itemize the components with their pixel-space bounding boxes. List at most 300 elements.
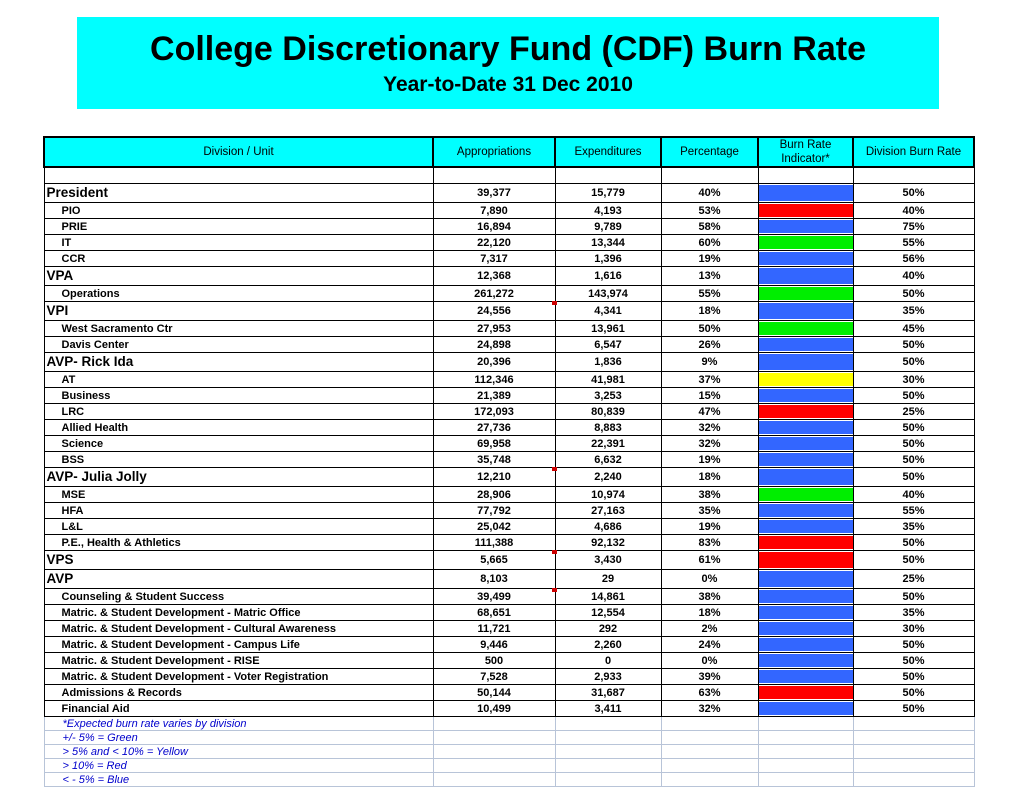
expenditures-cell: 22,391 <box>555 436 661 452</box>
empty-cell <box>661 731 758 745</box>
indicator-blue-swatch <box>759 504 853 517</box>
division-rate-cell: 75% <box>853 219 974 235</box>
expenditures-cell: 14,861 <box>555 589 661 605</box>
legend-note-row <box>44 773 974 787</box>
comment-marker-icon <box>552 301 557 305</box>
unit-row <box>44 669 974 685</box>
appropriations-cell: 500 <box>433 653 555 669</box>
appropriations-cell: 27,953 <box>433 321 555 337</box>
burn-rate-indicator-cell <box>758 302 853 321</box>
division-rate-cell: 50% <box>853 286 974 302</box>
percentage-cell: 39% <box>661 669 758 685</box>
percentage-cell: 40% <box>661 184 758 203</box>
expenditures-cell: 4,193 <box>555 203 661 219</box>
burn-rate-indicator-cell <box>758 286 853 302</box>
indicator-blue-swatch <box>759 638 853 651</box>
burn-rate-table <box>43 136 975 787</box>
appropriations-cell: 35,748 <box>433 452 555 468</box>
indicator-blue-swatch <box>759 252 853 265</box>
appropriations-cell: 7,528 <box>433 669 555 685</box>
legend-note-row <box>44 731 974 745</box>
burn-rate-indicator-cell <box>758 503 853 519</box>
division-rate-cell: 50% <box>853 436 974 452</box>
empty-cell <box>758 773 853 787</box>
appropriations-cell: 20,396 <box>433 353 555 372</box>
unit-name: Allied Health <box>44 420 433 436</box>
appropriations-cell: 7,890 <box>433 203 555 219</box>
burn-rate-indicator-cell <box>758 420 853 436</box>
unit-name: L&L <box>44 519 433 535</box>
expenditures-cell: 2,933 <box>555 669 661 685</box>
division-name: AVP- Rick Ida <box>44 353 433 372</box>
unit-name: Admissions & Records <box>44 685 433 701</box>
appropriations-cell: 39,499 <box>433 589 555 605</box>
division-rate-cell: 50% <box>853 388 974 404</box>
header-percentage: Percentage <box>661 137 758 167</box>
division-rate-cell: 50% <box>853 535 974 551</box>
unit-row <box>44 701 974 717</box>
unit-name: CCR <box>44 251 433 267</box>
percentage-cell: 13% <box>661 267 758 286</box>
unit-row <box>44 519 974 535</box>
indicator-blue-swatch <box>759 453 853 466</box>
unit-row <box>44 503 974 519</box>
appropriations-cell: 11,721 <box>433 621 555 637</box>
burn-rate-indicator-cell <box>758 203 853 219</box>
expenditures-cell: 6,632 <box>555 452 661 468</box>
expenditures-cell: 3,430 <box>555 551 661 570</box>
division-name: AVP- Julia Jolly <box>44 468 433 487</box>
empty-cell <box>758 731 853 745</box>
appropriations-cell: 261,272 <box>433 286 555 302</box>
expenditures-cell: 292 <box>555 621 661 637</box>
unit-row <box>44 219 974 235</box>
indicator-blue-swatch <box>759 303 853 319</box>
unit-row <box>44 235 974 251</box>
empty-cell <box>661 745 758 759</box>
unit-name: Davis Center <box>44 337 433 353</box>
percentage-cell: 83% <box>661 535 758 551</box>
division-rate-cell: 50% <box>853 669 974 685</box>
division-row <box>44 570 974 589</box>
burn-rate-indicator-cell <box>758 637 853 653</box>
indicator-blue-swatch <box>759 421 853 434</box>
percentage-cell: 18% <box>661 605 758 621</box>
unit-row <box>44 487 974 503</box>
expenditures-cell: 27,163 <box>555 503 661 519</box>
legend-note: +/- 5% = Green <box>44 731 433 745</box>
appropriations-cell: 12,368 <box>433 267 555 286</box>
indicator-red-swatch <box>759 686 853 699</box>
expenditures-cell: 2,260 <box>555 637 661 653</box>
unit-name: AT <box>44 372 433 388</box>
unit-name: LRC <box>44 404 433 420</box>
expenditures-cell: 6,547 <box>555 337 661 353</box>
appropriations-cell: 39,377 <box>433 184 555 203</box>
burn-rate-indicator-cell <box>758 436 853 452</box>
unit-name: PRIE <box>44 219 433 235</box>
appropriations-cell: 68,651 <box>433 605 555 621</box>
unit-row <box>44 251 974 267</box>
indicator-blue-swatch <box>759 606 853 619</box>
unit-row <box>44 605 974 621</box>
empty-cell <box>555 731 661 745</box>
expenditures-cell: 41,981 <box>555 372 661 388</box>
header-appropriations: Appropriations <box>433 137 555 167</box>
indicator-blue-swatch <box>759 670 853 683</box>
burn-rate-indicator-cell <box>758 605 853 621</box>
division-rate-cell: 35% <box>853 605 974 621</box>
expenditures-cell: 0 <box>555 653 661 669</box>
unit-row <box>44 286 974 302</box>
legend-note: < - 5% = Blue <box>44 773 433 787</box>
table-header-row <box>44 137 974 167</box>
expenditures-cell: 10,974 <box>555 487 661 503</box>
percentage-cell: 2% <box>661 621 758 637</box>
unit-name: Matric. & Student Development - Cultural Awareness <box>44 621 433 637</box>
comment-marker-icon <box>552 588 557 592</box>
appropriations-cell: 50,144 <box>433 685 555 701</box>
percentage-cell: 32% <box>661 701 758 717</box>
unit-row <box>44 388 974 404</box>
unit-name: Business <box>44 388 433 404</box>
burn-rate-indicator-cell <box>758 535 853 551</box>
percentage-cell: 19% <box>661 452 758 468</box>
percentage-cell: 38% <box>661 487 758 503</box>
indicator-blue-swatch <box>759 220 853 233</box>
division-row <box>44 184 974 203</box>
indicator-red-swatch <box>759 204 853 217</box>
percentage-cell: 32% <box>661 420 758 436</box>
unit-row <box>44 404 974 420</box>
expenditures-cell: 1,396 <box>555 251 661 267</box>
expenditures-cell: 15,779 <box>555 184 661 203</box>
empty-cell <box>661 759 758 773</box>
division-rate-cell: 56% <box>853 251 974 267</box>
percentage-cell: 47% <box>661 404 758 420</box>
empty-cell <box>555 745 661 759</box>
indicator-green-swatch <box>759 287 853 300</box>
indicator-green-swatch <box>759 488 853 501</box>
expenditures-cell: 3,411 <box>555 701 661 717</box>
table-body <box>44 167 974 787</box>
unit-name: MSE <box>44 487 433 503</box>
indicator-blue-swatch <box>759 702 853 715</box>
division-row <box>44 267 974 286</box>
division-rate-cell: 40% <box>853 487 974 503</box>
division-name: VPA <box>44 267 433 286</box>
title-box <box>77 17 939 109</box>
comment-marker-icon <box>552 550 557 554</box>
appropriations-cell: 24,556 <box>433 302 555 321</box>
percentage-cell: 38% <box>661 589 758 605</box>
appropriations-cell: 9,446 <box>433 637 555 653</box>
unit-name: IT <box>44 235 433 251</box>
burn-rate-indicator-cell <box>758 235 853 251</box>
unit-row <box>44 637 974 653</box>
division-rate-cell: 50% <box>853 184 974 203</box>
indicator-blue-swatch <box>759 571 853 587</box>
division-rate-cell: 50% <box>853 685 974 701</box>
division-rate-cell: 50% <box>853 452 974 468</box>
indicator-blue-swatch <box>759 622 853 635</box>
expenditures-cell: 9,789 <box>555 219 661 235</box>
indicator-blue-swatch <box>759 389 853 402</box>
percentage-cell: 26% <box>661 337 758 353</box>
percentage-cell: 32% <box>661 436 758 452</box>
empty-cell <box>433 745 555 759</box>
division-rate-cell: 25% <box>853 404 974 420</box>
unit-row <box>44 452 974 468</box>
indicator-green-swatch <box>759 322 853 335</box>
percentage-cell: 58% <box>661 219 758 235</box>
division-rate-cell: 30% <box>853 621 974 637</box>
division-rate-cell: 40% <box>853 267 974 286</box>
expenditures-cell: 4,341 <box>555 302 661 321</box>
percentage-cell: 37% <box>661 372 758 388</box>
indicator-blue-swatch <box>759 469 853 485</box>
header-expenditures: Expenditures <box>555 137 661 167</box>
unit-row <box>44 372 974 388</box>
empty-cell <box>661 773 758 787</box>
page-title: College Discretionary Fund (CDF) Burn Rate <box>150 30 866 68</box>
percentage-cell: 18% <box>661 302 758 321</box>
expenditures-cell: 12,554 <box>555 605 661 621</box>
division-rate-cell: 35% <box>853 519 974 535</box>
appropriations-cell: 112,346 <box>433 372 555 388</box>
burn-rate-indicator-cell <box>758 184 853 203</box>
burn-rate-indicator-cell <box>758 388 853 404</box>
expenditures-cell: 8,883 <box>555 420 661 436</box>
division-row <box>44 551 974 570</box>
division-rate-cell: 55% <box>853 503 974 519</box>
indicator-blue-swatch <box>759 268 853 284</box>
legend-note: > 5% and < 10% = Yellow <box>44 745 433 759</box>
burn-rate-indicator-cell <box>758 653 853 669</box>
expenditures-cell: 3,253 <box>555 388 661 404</box>
unit-name: PIO <box>44 203 433 219</box>
division-row <box>44 468 974 487</box>
expenditures-cell: 1,616 <box>555 267 661 286</box>
division-rate-cell: 50% <box>853 420 974 436</box>
empty-cell <box>853 773 974 787</box>
percentage-cell: 50% <box>661 321 758 337</box>
empty-cell <box>853 745 974 759</box>
unit-row <box>44 436 974 452</box>
division-rate-cell: 50% <box>853 551 974 570</box>
division-rate-cell: 45% <box>853 321 974 337</box>
expenditures-cell: 29 <box>555 570 661 589</box>
division-row <box>44 302 974 321</box>
empty-cell <box>433 717 555 731</box>
division-rate-cell: 30% <box>853 372 974 388</box>
indicator-yellow-swatch <box>759 373 853 386</box>
unit-name: Matric. & Student Development - RISE <box>44 653 433 669</box>
percentage-cell: 53% <box>661 203 758 219</box>
header-unit: Division / Unit <box>44 137 433 167</box>
appropriations-cell: 69,958 <box>433 436 555 452</box>
burn-rate-indicator-cell <box>758 551 853 570</box>
indicator-blue-swatch <box>759 185 853 201</box>
burn-rate-indicator-cell <box>758 487 853 503</box>
percentage-cell: 19% <box>661 251 758 267</box>
division-rate-cell: 50% <box>853 653 974 669</box>
burn-rate-indicator-cell <box>758 621 853 637</box>
unit-name: Matric. & Student Development - Matric Office <box>44 605 433 621</box>
percentage-cell: 15% <box>661 388 758 404</box>
appropriations-cell: 28,906 <box>433 487 555 503</box>
expenditures-cell: 143,974 <box>555 286 661 302</box>
division-rate-cell: 50% <box>853 337 974 353</box>
header-division-rate: Division Burn Rate <box>853 137 974 167</box>
appropriations-cell: 21,389 <box>433 388 555 404</box>
indicator-blue-swatch <box>759 590 853 603</box>
division-rate-cell: 40% <box>853 203 974 219</box>
burn-rate-indicator-cell <box>758 251 853 267</box>
empty-cell <box>661 717 758 731</box>
percentage-cell: 60% <box>661 235 758 251</box>
division-rate-cell: 25% <box>853 570 974 589</box>
header-indicator: Burn Rate Indicator* <box>758 137 853 167</box>
percentage-cell: 0% <box>661 570 758 589</box>
appropriations-cell: 16,894 <box>433 219 555 235</box>
percentage-cell: 9% <box>661 353 758 372</box>
indicator-red-swatch <box>759 405 853 418</box>
legend-note-row <box>44 759 974 773</box>
empty-cell <box>555 773 661 787</box>
division-name: VPS <box>44 551 433 570</box>
burn-rate-indicator-cell <box>758 372 853 388</box>
expenditures-cell: 13,961 <box>555 321 661 337</box>
unit-row <box>44 337 974 353</box>
expenditures-cell: 2,240 <box>555 468 661 487</box>
unit-name: Operations <box>44 286 433 302</box>
empty-cell <box>853 717 974 731</box>
unit-name: Science <box>44 436 433 452</box>
empty-cell <box>758 759 853 773</box>
empty-cell <box>433 759 555 773</box>
burn-rate-indicator-cell <box>758 404 853 420</box>
appropriations-cell: 172,093 <box>433 404 555 420</box>
percentage-cell: 35% <box>661 503 758 519</box>
indicator-blue-swatch <box>759 654 853 667</box>
unit-row <box>44 685 974 701</box>
burn-rate-indicator-cell <box>758 685 853 701</box>
expenditures-cell: 31,687 <box>555 685 661 701</box>
indicator-red-swatch <box>759 536 853 549</box>
expenditures-cell: 1,836 <box>555 353 661 372</box>
appropriations-cell: 12,210 <box>433 468 555 487</box>
empty-cell <box>555 717 661 731</box>
unit-row <box>44 203 974 219</box>
division-rate-cell: 50% <box>853 701 974 717</box>
appropriations-cell: 22,120 <box>433 235 555 251</box>
blank-row <box>44 167 974 184</box>
legend-note-row <box>44 745 974 759</box>
division-rate-cell: 50% <box>853 468 974 487</box>
burn-rate-indicator-cell <box>758 452 853 468</box>
percentage-cell: 0% <box>661 653 758 669</box>
comment-marker-icon <box>552 467 557 471</box>
unit-name: Counseling & Student Success <box>44 589 433 605</box>
division-name: AVP <box>44 570 433 589</box>
empty-cell <box>853 731 974 745</box>
empty-cell <box>758 745 853 759</box>
percentage-cell: 19% <box>661 519 758 535</box>
empty-cell <box>758 717 853 731</box>
percentage-cell: 55% <box>661 286 758 302</box>
indicator-blue-swatch <box>759 520 853 533</box>
empty-cell <box>433 773 555 787</box>
burn-rate-indicator-cell <box>758 353 853 372</box>
unit-name: HFA <box>44 503 433 519</box>
division-name: VPI <box>44 302 433 321</box>
legend-note: > 10% = Red <box>44 759 433 773</box>
appropriations-cell: 10,499 <box>433 701 555 717</box>
unit-name: P.E., Health & Athletics <box>44 535 433 551</box>
expenditures-cell: 4,686 <box>555 519 661 535</box>
empty-cell <box>555 759 661 773</box>
expenditures-cell: 80,839 <box>555 404 661 420</box>
page-subtitle: Year-to-Date 31 Dec 2010 <box>383 73 633 96</box>
division-rate-cell: 55% <box>853 235 974 251</box>
division-rate-cell: 50% <box>853 353 974 372</box>
indicator-blue-swatch <box>759 354 853 370</box>
appropriations-cell: 8,103 <box>433 570 555 589</box>
unit-name: Financial Aid <box>44 701 433 717</box>
unit-name: Matric. & Student Development - Campus Life <box>44 637 433 653</box>
appropriations-cell: 24,898 <box>433 337 555 353</box>
percentage-cell: 61% <box>661 551 758 570</box>
legend-note: *Expected burn rate varies by division <box>44 717 433 731</box>
division-rate-cell: 50% <box>853 637 974 653</box>
burn-rate-indicator-cell <box>758 701 853 717</box>
empty-cell <box>433 731 555 745</box>
division-row <box>44 353 974 372</box>
appropriations-cell: 25,042 <box>433 519 555 535</box>
unit-row <box>44 621 974 637</box>
burn-rate-indicator-cell <box>758 669 853 685</box>
percentage-cell: 24% <box>661 637 758 653</box>
division-rate-cell: 50% <box>853 589 974 605</box>
percentage-cell: 63% <box>661 685 758 701</box>
indicator-green-swatch <box>759 236 853 249</box>
empty-cell <box>853 759 974 773</box>
indicator-blue-swatch <box>759 338 853 351</box>
legend-note-row <box>44 717 974 731</box>
burn-rate-indicator-cell <box>758 321 853 337</box>
appropriations-cell: 111,388 <box>433 535 555 551</box>
indicator-red-swatch <box>759 552 853 568</box>
unit-row <box>44 321 974 337</box>
burn-rate-indicator-cell <box>758 219 853 235</box>
unit-row <box>44 589 974 605</box>
burn-rate-indicator-cell <box>758 468 853 487</box>
expenditures-cell: 92,132 <box>555 535 661 551</box>
unit-row <box>44 653 974 669</box>
burn-rate-indicator-cell <box>758 589 853 605</box>
division-name: President <box>44 184 433 203</box>
appropriations-cell: 77,792 <box>433 503 555 519</box>
burn-rate-indicator-cell <box>758 570 853 589</box>
unit-name: Matric. & Student Development - Voter Registration <box>44 669 433 685</box>
percentage-cell: 18% <box>661 468 758 487</box>
appropriations-cell: 7,317 <box>433 251 555 267</box>
burn-rate-indicator-cell <box>758 337 853 353</box>
unit-row <box>44 535 974 551</box>
unit-name: BSS <box>44 452 433 468</box>
unit-row <box>44 420 974 436</box>
